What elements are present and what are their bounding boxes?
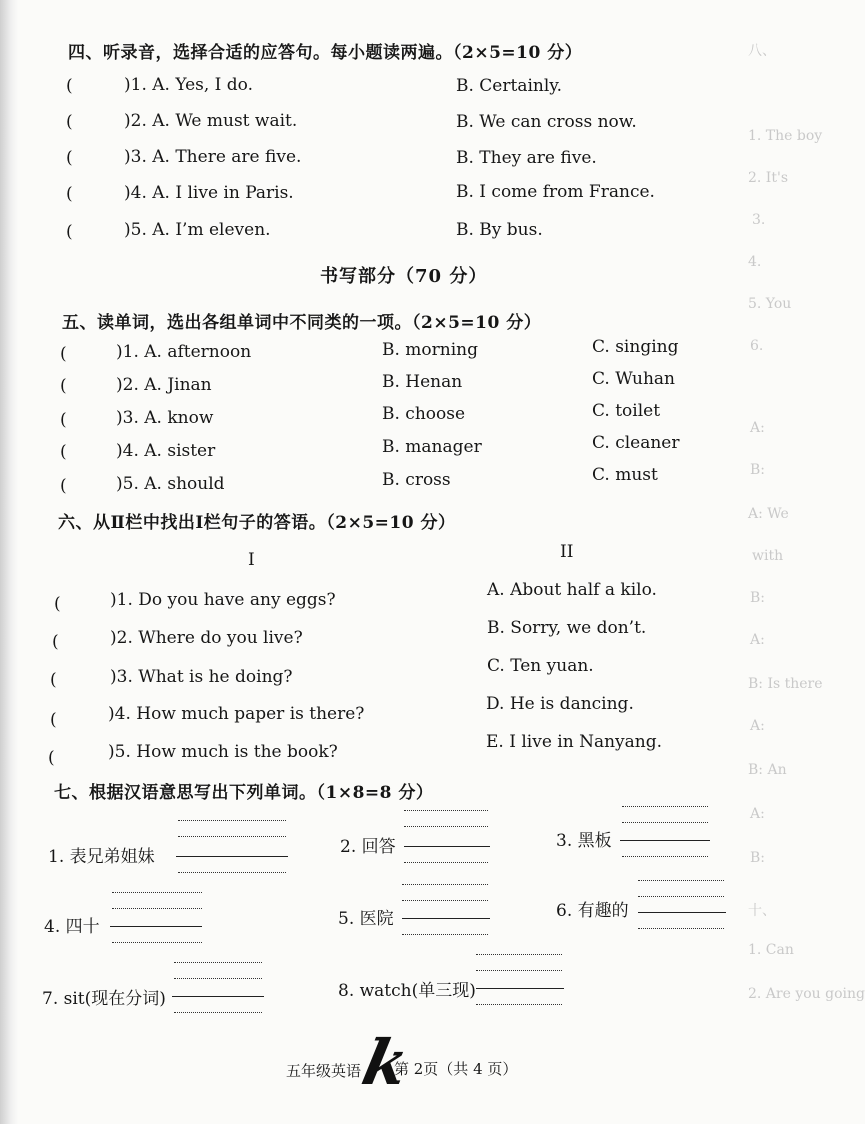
s7-item1-label: 1. 表兄弟姐妹 [48, 847, 155, 867]
s6-question3: )3. What is he doing? [110, 667, 293, 687]
bleed-line: 1. Can [748, 942, 794, 958]
s6-question4: )4. How much paper is there? [108, 704, 365, 724]
s7-item7-label: 7. sit(现在分词) [42, 989, 166, 1009]
s4-item4-a: )4. A. I live in Paris. [124, 183, 294, 203]
answer-paren: ( [66, 76, 73, 96]
s5-item2-b: B. Henan [382, 372, 463, 392]
bleed-line: A: We [748, 506, 789, 522]
s5-item3-a: )3. A. know [116, 408, 214, 428]
four-line-guide [402, 900, 488, 901]
bleed-line: 3. [752, 212, 766, 228]
four-line-guide [476, 954, 562, 955]
answer-paren: ( [50, 670, 57, 690]
four-line-guide [476, 1004, 562, 1005]
s7-item3-label: 3. 黑板 [556, 831, 612, 851]
s5-item2-c: C. Wuhan [592, 369, 675, 389]
s4-item5-b: B. By bus. [456, 220, 543, 240]
four-line-guide [622, 806, 708, 807]
s4-item1-a: )1. A. Yes, I do. [124, 75, 254, 95]
s7-item8-answer-line[interactable] [476, 988, 564, 989]
answer-paren: ( [60, 476, 67, 496]
bleed-line: 八、 [748, 43, 776, 59]
footer-subject: 五年级英语 [286, 1062, 362, 1080]
column-i-label: I [248, 550, 255, 570]
s5-item3-c: C. toilet [592, 401, 661, 421]
s7-item2-label: 2. 回答 [340, 837, 396, 857]
bleed-line: A: [750, 420, 765, 436]
s4-item4-b: B. I come from France. [456, 182, 655, 202]
s5-item1-b: B. morning [382, 340, 478, 360]
s5-item3-b: B. choose [382, 404, 466, 424]
bleed-line: 4. [748, 254, 762, 270]
section7-heading: 七、根据汉语意思写出下列单词。（1×8=8 分） [54, 783, 434, 803]
s7-item4-label: 4. 四十 [44, 917, 100, 937]
s5-item1-c: C. singing [592, 337, 679, 357]
bleed-line: with [752, 548, 784, 564]
answer-paren: ( [66, 112, 73, 132]
four-line-guide [178, 872, 286, 873]
s7-item7-answer-line[interactable] [172, 996, 264, 997]
answer-paren: ( [66, 148, 73, 168]
bleed-line: B: [750, 590, 766, 606]
column-ii-label: II [560, 542, 574, 562]
four-line-guide [174, 1012, 262, 1013]
four-line-guide [404, 862, 488, 863]
s7-item6-label: 6. 有趣的 [556, 901, 629, 921]
s4-item5-a: )5. A. I’m eleven. [124, 220, 271, 240]
s4-item2-b: B. We can cross now. [456, 112, 637, 132]
four-line-guide [178, 820, 286, 821]
bleed-line: 十、 [748, 903, 776, 919]
four-line-guide [112, 892, 202, 893]
four-line-guide [638, 880, 724, 881]
four-line-guide [112, 942, 202, 943]
four-line-guide [174, 978, 262, 979]
footer-page-number: 第 2页（共 4 页） [394, 1060, 518, 1078]
bleed-line: B: An [748, 762, 787, 778]
s4-item1-b: B. Certainly. [456, 76, 563, 96]
s6-question2: )2. Where do you live? [110, 628, 303, 648]
section4-heading: 四、听录音，选择合适的应答句。每小题读两遍。（2×5=10 分） [68, 43, 583, 63]
s5-item4-c: C. cleaner [592, 433, 680, 453]
four-line-guide [476, 970, 562, 971]
bleed-line: A: [750, 806, 765, 822]
s5-item1-a: )1. A. afternoon [116, 342, 252, 362]
s7-item4-answer-line[interactable] [110, 926, 202, 927]
s7-item3-answer-line[interactable] [620, 840, 710, 841]
answer-paren: ( [66, 222, 73, 242]
answer-paren: ( [52, 632, 59, 652]
s7-item1-answer-line[interactable] [176, 856, 288, 857]
s7-item2-answer-line[interactable] [404, 846, 490, 847]
four-line-guide [112, 908, 202, 909]
four-line-guide [622, 856, 708, 857]
s6-answer-a: A. About half a kilo. [487, 580, 657, 600]
four-line-guide [622, 822, 708, 823]
s4-item3-b: B. They are five. [456, 148, 597, 168]
four-line-guide [404, 826, 488, 827]
bleed-line: B: Is there [748, 676, 823, 692]
s7-item8-label: 8. watch(单三现) [338, 981, 476, 1001]
answer-paren: ( [50, 710, 57, 730]
bleed-line: 5. You [748, 296, 792, 312]
s6-answer-d: D. He is dancing. [486, 694, 634, 714]
s6-answer-e: E. I live in Nanyang. [486, 732, 663, 752]
s4-item2-a: )2. A. We must wait. [124, 111, 298, 131]
four-line-guide [402, 884, 488, 885]
s6-question1: )1. Do you have any eggs? [110, 590, 336, 610]
four-line-guide [174, 962, 262, 963]
four-line-guide [638, 896, 724, 897]
four-line-guide [638, 928, 724, 929]
answer-paren: ( [60, 344, 67, 364]
four-line-guide [404, 810, 488, 811]
s7-item5-answer-line[interactable] [402, 918, 490, 919]
bleed-line: B: [750, 462, 766, 478]
s5-item4-a: )4. A. sister [116, 441, 216, 461]
s4-item3-a: )3. A. There are five. [124, 147, 302, 167]
answer-paren: ( [54, 594, 61, 614]
answer-paren: ( [60, 376, 67, 396]
section5-heading: 五、读单词，选出各组单词中不同类的一项。（2×5=10 分） [62, 313, 542, 333]
watermark-logo: k [356, 1026, 415, 1099]
section6-heading: 六、从Ⅱ栏中找出Ⅰ栏句子的答语。（2×5=10 分） [58, 513, 456, 533]
s6-answer-b: B. Sorry, we don’t. [487, 618, 647, 638]
bleed-line: 2. Are you going [748, 986, 865, 1002]
s5-item2-a: )2. A. Jinan [116, 375, 212, 395]
s6-question5: )5. How much is the book? [108, 742, 338, 762]
bleed-line: B: [750, 850, 766, 866]
bleed-line: 2. It's [748, 170, 788, 186]
s5-item5-a: )5. A. should [116, 474, 225, 494]
bleed-line: A: [750, 718, 765, 734]
s5-item5-b: B. cross [382, 470, 451, 490]
s7-item5-label: 5. 医院 [338, 909, 394, 929]
bleed-line: 6. [750, 338, 764, 354]
s5-item5-c: C. must [592, 465, 658, 485]
four-line-guide [402, 934, 488, 935]
s7-item6-answer-line[interactable] [638, 912, 726, 913]
s6-answer-c: C. Ten yuan. [487, 656, 594, 676]
writing-part-title: 书写部分（70 分） [320, 266, 488, 287]
answer-paren: ( [60, 442, 67, 462]
answer-paren: ( [48, 748, 55, 768]
s5-item4-b: B. manager [382, 437, 482, 457]
bleed-line: A: [750, 632, 765, 648]
scan-edge [0, 0, 18, 1124]
four-line-guide [178, 836, 286, 837]
answer-paren: ( [60, 410, 67, 430]
answer-paren: ( [66, 184, 73, 204]
bleed-line: 1. The boy [748, 128, 823, 144]
